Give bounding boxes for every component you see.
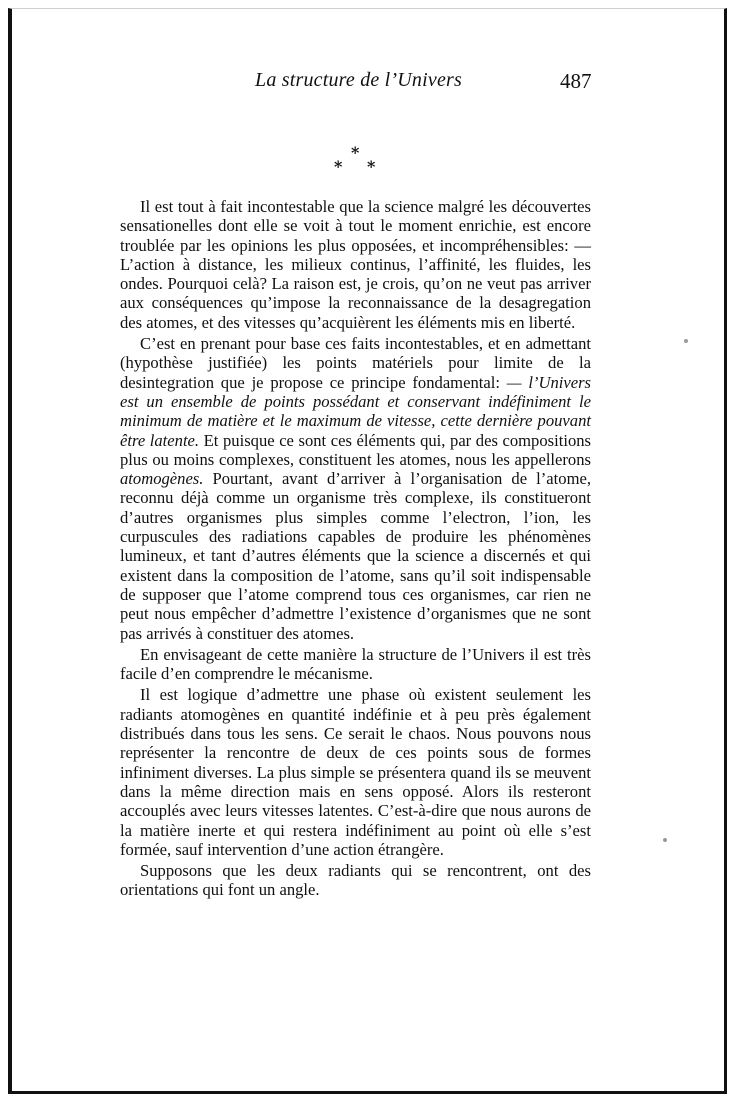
page-number: 487 [560,69,592,93]
paragraph [120,861,591,900]
text-segment: C’est en prenant pour base ces faits incontestables, et en admettant (hypothèse justifiée) les points matériels pour limite de la desintegration que je propose ce principe fondamental: [120,334,591,392]
asterisk: * [367,157,376,176]
text-segment: Il est logique d’admettre une phase où existent seulement les radiants atomogènes en quantité indéfinie et à peu près également distribués dans tous les sens. Ce serait le chaos. Nous pouvons nous représenter la rencontre de deux de ces points sous de formes infiniment diverses. La plus simple se présentera quand ils se meuvent dans la même direction mais en sens opposé. Alors ils resteront accouplés avec leurs vitesses latentes. C’est-à-dire que nous aurons de la matière inerte et qui restera indéfiniment au point où elle s’est formée, sauf intervention d’une action étrangère. [120,685,591,859]
text-segment: Et puisque ce sont ces éléments qui, par des compositions plus ou moins complexes, constituent les atomes, nous les appellerons [120,430,591,469]
text-segment: Supposons que les deux radiants qui se rencontrent, ont des orientations qui font un angle. [120,861,591,900]
text-segment: Il est tout à fait incontestable que la science malgré les découvertes sensationelles dont elle se voit à tout le moment enrichie, est encore troublée par les opinions les plus opposées, et incompréhensibles: — L’action à distance, les milieux continus, l’affinité, les fluides, les ondes. Pourquoi celà? La raison est, je crois, qu’on ne veut pas arriver aux conséquences qu’impose la reconnaissance de la desagregation des atomes, et des vitesses qu’acquièrent les éléments mis en liberté. [120,197,591,332]
text-segment: Pourtant, avant d’arriver à l’organisation de l’atome, reconnu déjà comme un organisme très complexe, ils constitueront d’autres organismes plus simples comme l’electron, l’ion, les curpuscules des radiations capables de produire les phénomènes lumineux, et tant d’autres éléments que la science a discernés et qui existent dans la composition de l’atome, sans qu’il soit indispensable de supposer que l’atome comprend tous ces organismes, car rien ne peut nous empêcher d’admettre l’existence d’organismes que ne sont pas arrivés à constituer des atomes. [120,469,591,643]
paragraph [120,197,591,332]
body-text [120,197,591,902]
running-title: La structure de l’Univers [255,69,463,91]
paragraph [120,685,591,859]
running-header [12,69,724,101]
page [8,8,727,1094]
paragraph [120,334,591,643]
paragraph [120,645,591,684]
text-segment: En envisageant de cette manière la structure de l’Univers il est très facile d’en comprendre le mécanisme. [120,644,591,684]
asterism-divider [330,143,382,179]
term-italic: atomogènes. [120,469,204,489]
scan-speck [684,339,688,343]
asterisk: * [334,157,343,176]
scan-speck [663,838,667,842]
principle-italic: — l’Univers est un ensemble de points possédant et conservant indéfiniment le minimum de matière et le maximum de vitesse, cette dernière pouvant être latente. [120,372,591,450]
asterisk: * [351,143,360,162]
